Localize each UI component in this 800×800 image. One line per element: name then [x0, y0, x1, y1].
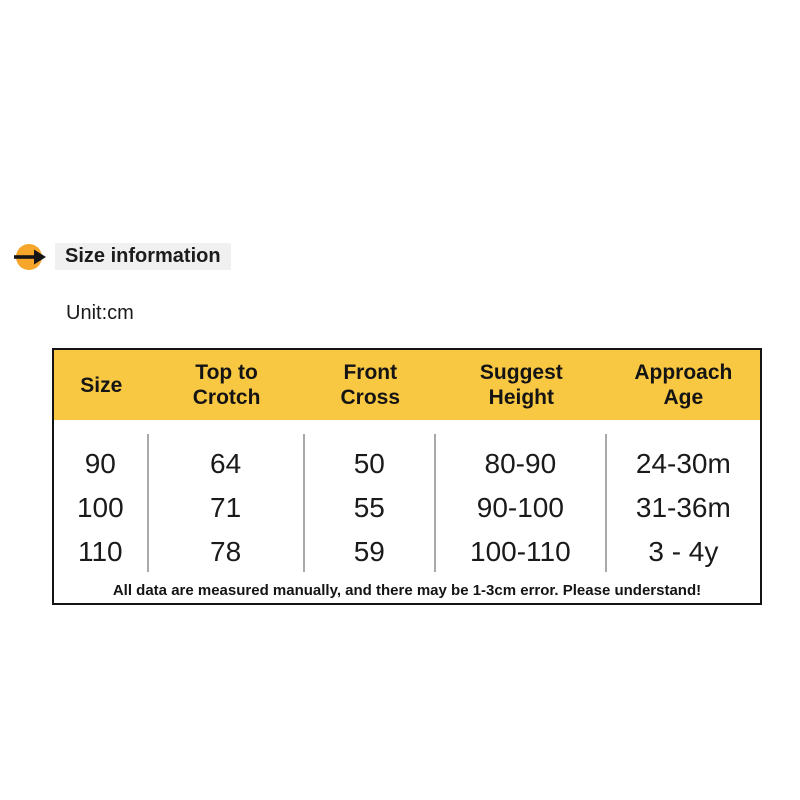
column-approach-age: [607, 434, 760, 572]
table-cell: 78: [210, 536, 242, 567]
size-table-header: [54, 350, 760, 420]
table-cell: 64: [210, 448, 242, 479]
table-cell: 50: [353, 448, 385, 479]
size-table-body: [54, 420, 760, 577]
header-label: Suggest Height: [479, 361, 563, 409]
table-cell: 90-100: [476, 492, 564, 523]
measurement-note: All data are measured manually, and there may be 1-3cm error. Please understand!: [112, 581, 702, 599]
table-cell: 90: [84, 448, 116, 479]
table-cell: 110: [77, 536, 123, 567]
table-cell: 100-110: [470, 536, 571, 567]
table-cell: 24-30m: [635, 448, 731, 479]
table-cell: 31-36m: [635, 492, 731, 523]
header-label: Top to Crotch: [192, 361, 261, 409]
header-label: Size: [80, 373, 123, 397]
column-front-cross: [305, 434, 436, 572]
table-cell: 3 - 4y: [648, 536, 719, 567]
arrow-right-circle-icon: [14, 242, 48, 272]
size-table: [52, 348, 762, 605]
table-cell: 71: [210, 492, 242, 523]
column-top-to-crotch: [149, 434, 305, 572]
table-cell: 59: [353, 536, 385, 567]
table-cell: 100: [76, 492, 124, 523]
header-cell-front-cross: [305, 350, 436, 420]
section-title: Size information: [55, 243, 231, 270]
header-cell-suggest-height: [436, 350, 607, 420]
table-cell: 55: [353, 492, 385, 523]
header-cell-size: [54, 350, 149, 420]
table-cell: 80-90: [484, 448, 557, 479]
header-cell-approach-age: [607, 350, 760, 420]
unit-label: Unit:cm: [66, 302, 134, 324]
column-suggest-height: [436, 434, 607, 572]
header-cell-top-to-crotch: [149, 350, 305, 420]
header-label: Front Cross: [340, 361, 401, 409]
column-size: [54, 434, 149, 572]
header-label: Approach Age: [634, 361, 733, 409]
